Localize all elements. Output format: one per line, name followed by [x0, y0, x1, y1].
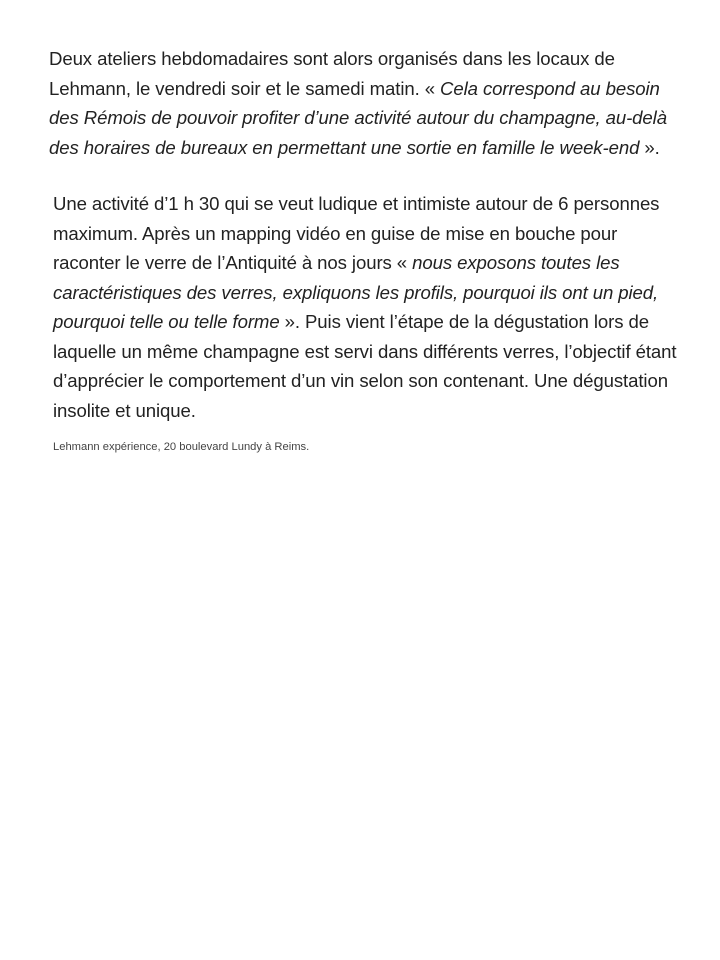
paragraph-text: Deux ateliers hebdomadaires sont alors organisés dans les locaux de Lehmann, le vendredi soir et le samedi matin. « [49, 48, 615, 99]
paragraph-text: ». [639, 136, 660, 158]
paragraph-activite [53, 189, 689, 425]
quote-text: nous exposons toutes les caractéristiques des verres, expliquons les profils, pourquoi ils ont un pied, pourquoi telle ou telle forme [53, 252, 659, 332]
paragraph-text: ». Puis vient l’étape de la dégustation lors de laquelle un même champagne est servi dans différents verres, l’objectif étant d’apprécier le comportement d’un vin selon son contenant. Une dégustation insolite et unique. [53, 311, 677, 421]
quote-text: Cela correspond au besoin des Rémois de pouvoir profiter d’une activité autour du champagne, au-delà des horaires de bureaux en permettant une sortie en famille le week-end [49, 77, 667, 158]
address-caption: Lehmann expérience, 20 boulevard Lundy à Reims. [53, 441, 310, 453]
paragraph-text: Une activité d’1 h 30 qui se veut ludique et intimiste autour de 6 personnes maximum. Après un mapping vidéo en guise de mise en bouche pour raconter le verre de l’Antiquité à nos jours « [53, 193, 660, 273]
paragraph-ateliers [49, 44, 689, 162]
